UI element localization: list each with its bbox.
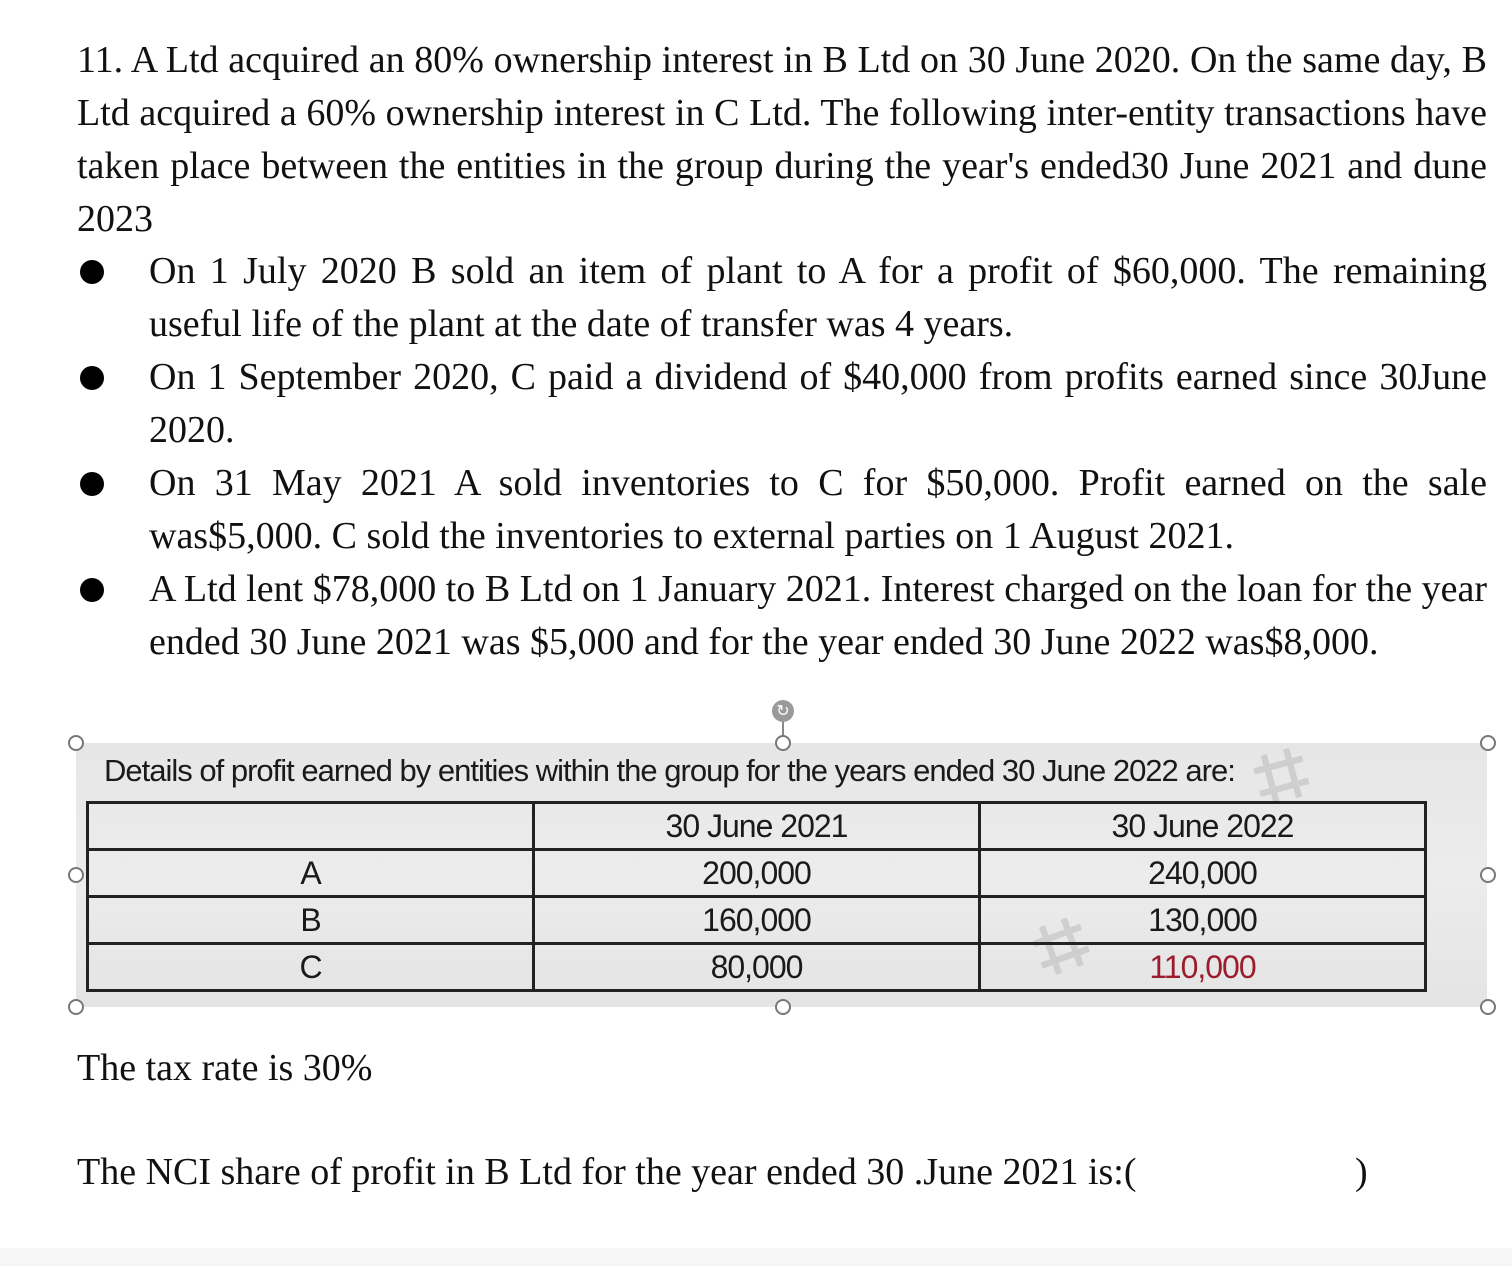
bullet-item-inventories: On 31 May 2021 A sold inventories to C for $50,000. Profit earned on the sale was$5,000. C sold the inventories to external parties on 1 August 2021. — [149, 462, 1487, 557]
answer-blank-close: ) — [1355, 1151, 1368, 1193]
table-cell: 200,000 — [534, 850, 980, 897]
watermark: ⌗ — [1019, 887, 1103, 1004]
rotate-icon[interactable]: ↻ — [772, 700, 794, 722]
resize-handle-top-left[interactable] — [68, 735, 84, 751]
table-cell-highlighted: 110,000 — [980, 944, 1426, 991]
bullet-item-loan: A Ltd lent $78,000 to B Ltd on 1 January 2021. Interest charged on the loan for the year ended 30 June 2021 was $5,000 and for the year ended 30 June 2022 was$8,000. — [149, 568, 1487, 663]
bullet-icon — [80, 578, 104, 602]
table-cell-entity: A — [88, 850, 534, 897]
question-prompt: The NCI share of profit in B Ltd for the year ended 30 .June 2021 is:( — [77, 1151, 1137, 1193]
table-header-cell: 30 June 2022 — [980, 803, 1426, 850]
table-cell: 130,000 — [980, 897, 1426, 944]
watermark: ⌗ — [1243, 718, 1320, 833]
resize-handle-top[interactable] — [775, 735, 791, 751]
table-row — [88, 897, 1426, 944]
resize-handle-bottom[interactable] — [775, 999, 791, 1015]
table-cell: 160,000 — [534, 897, 980, 944]
bullet-item-dividend: On 1 September 2020, C paid a dividend of $40,000 from profits earned since 30June 2020. — [149, 356, 1487, 451]
table-row — [88, 944, 1426, 991]
resize-handle-bottom-left[interactable] — [68, 999, 84, 1015]
table-header-row — [88, 803, 1426, 850]
profit-table — [86, 801, 1427, 992]
table-cell: 80,000 — [534, 944, 980, 991]
resize-handle-left[interactable] — [68, 867, 84, 883]
table-header-cell: 30 June 2021 — [534, 803, 980, 850]
table-cell-entity: C — [88, 944, 534, 991]
bullet-icon — [80, 366, 104, 390]
bullet-icon — [80, 260, 104, 284]
resize-handle-right[interactable] — [1480, 867, 1496, 883]
table-cell-entity: B — [88, 897, 534, 944]
bullet-icon — [80, 472, 104, 496]
picture-caption: Details of profit earned by entities within the group for the years ended 30 June 2022 are: — [104, 753, 1235, 788]
bullet-item-plant-sale: On 1 July 2020 B sold an item of plant to A for a profit of $60,000. The remaining useful life of the plant at the date of transfer was 4 years. — [149, 250, 1487, 345]
resize-handle-bottom-right[interactable] — [1480, 999, 1496, 1015]
tax-rate-text: The tax rate is 30% — [77, 1047, 373, 1089]
embedded-picture[interactable] — [76, 718, 1487, 1007]
page-bottom-edge — [0, 1248, 1512, 1266]
table-header-cell — [88, 803, 534, 850]
question-intro: 11. A Ltd acquired an 80% ownership interest in B Ltd on 30 June 2020. On the same day, B Ltd acquired a 60% ownership interest in C Ltd. The following inter-entity transactions have taken place between the entities in the group during the year's ended30 June 2021 and dune 2023 — [77, 39, 1487, 240]
table-cell: 240,000 — [980, 850, 1426, 897]
resize-handle-top-right[interactable] — [1480, 735, 1496, 751]
table-row — [88, 850, 1426, 897]
